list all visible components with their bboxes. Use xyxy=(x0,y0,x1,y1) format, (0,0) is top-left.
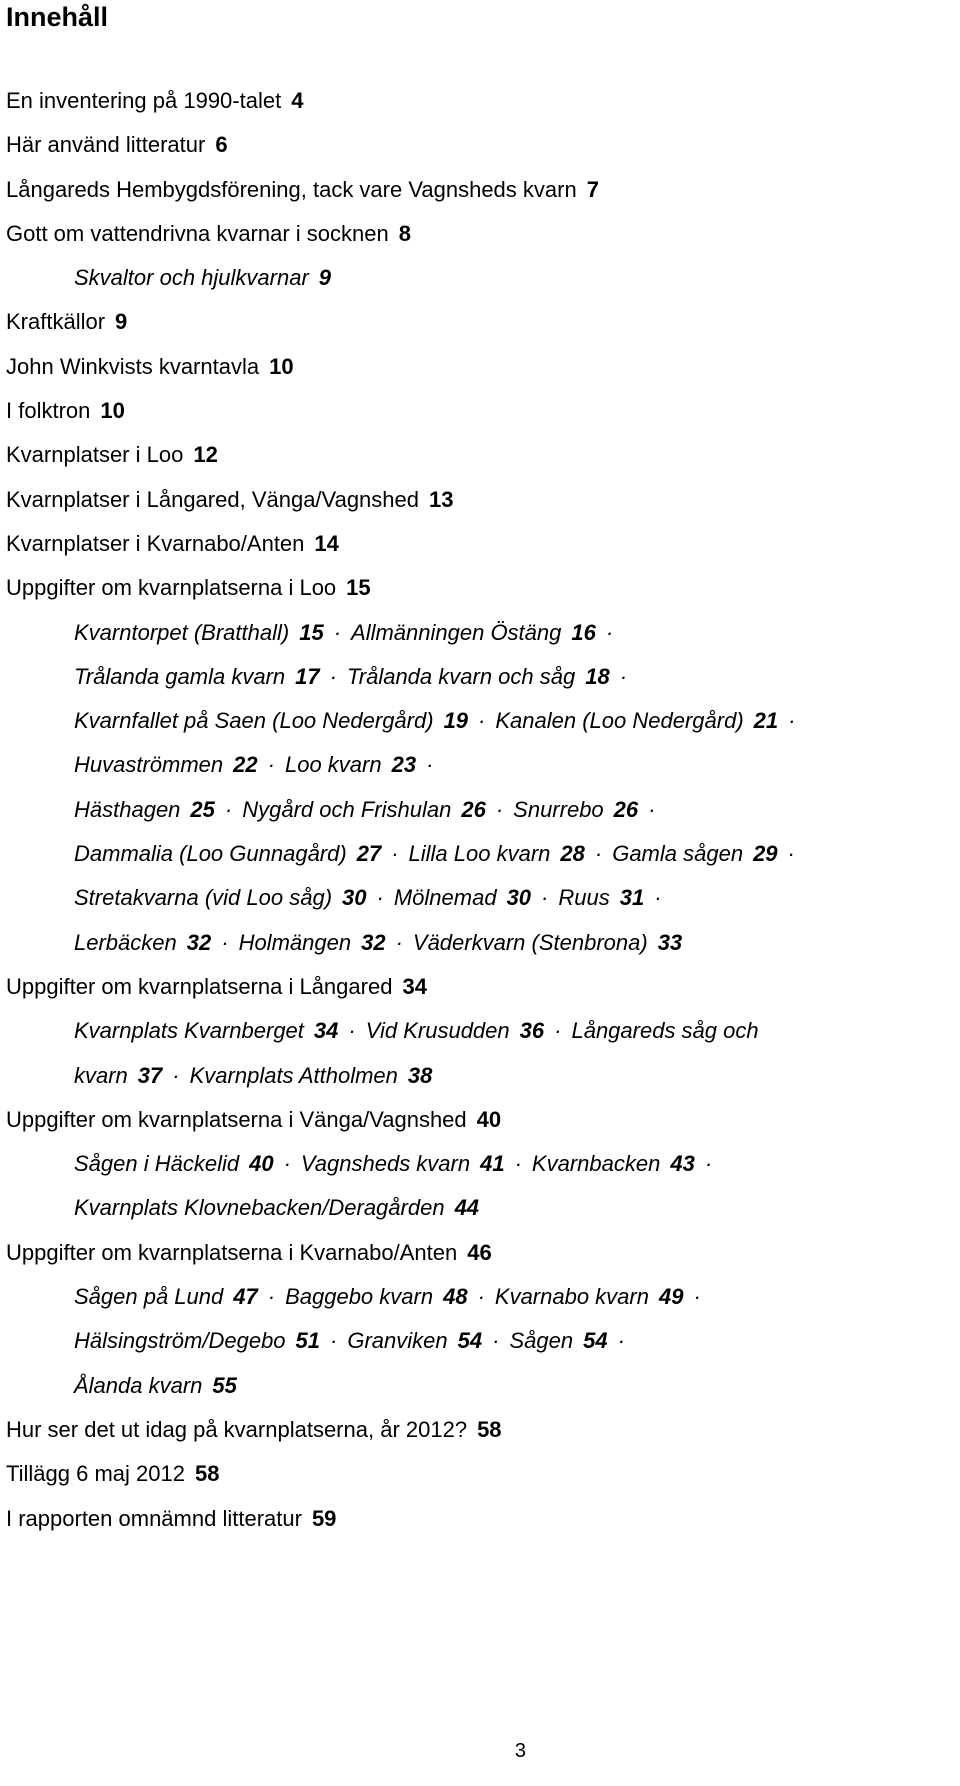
entry-separator: · xyxy=(395,929,403,955)
toc-line xyxy=(6,524,956,568)
toc-entry-page: 13 xyxy=(429,486,454,512)
toc-entry-title: Mölnemad xyxy=(393,885,497,911)
toc-entry-page: 10 xyxy=(269,353,294,379)
toc-entry-page: 7 xyxy=(586,176,599,202)
toc-entry-title: Kvarnplatser i Långared, Vänga/Vagnshed xyxy=(6,486,419,512)
toc-entry-page: 16 xyxy=(571,619,596,645)
entry-separator: · xyxy=(172,1062,180,1088)
entry-separator: · xyxy=(221,929,229,955)
toc-entry-title: Hur ser det ut idag på kvarnplatserna, år 2012? xyxy=(6,1416,468,1442)
toc-entry-title: I folktron xyxy=(6,398,91,424)
toc-line xyxy=(6,258,956,302)
entry-separator: · xyxy=(594,841,603,867)
toc-line xyxy=(6,1454,956,1498)
toc-entry-page: 55 xyxy=(212,1372,237,1398)
toc-entry-title: Kvarnfallet på Saen (Loo Nedergård) xyxy=(74,708,434,734)
toc-entry-title: Kraftkällor xyxy=(6,309,106,335)
toc-entry-page: 43 xyxy=(670,1151,695,1177)
toc-entry-title: Dammalia (Loo Gunnagård) xyxy=(74,841,347,867)
toc-line xyxy=(6,1056,956,1100)
toc-entry-page: 4 xyxy=(291,88,304,113)
toc-entry-title: Gott om vattendrivna kvarnar i socknen xyxy=(6,220,389,246)
toc-entry-title: Vagnsheds kvarn xyxy=(300,1151,471,1177)
entry-separator: · xyxy=(554,1018,562,1044)
entry-separator: · xyxy=(478,708,486,734)
entry-separator: · xyxy=(348,1018,356,1044)
entry-separator: · xyxy=(704,1151,713,1177)
toc-entry-title: En inventering på 1990-talet xyxy=(6,88,282,113)
toc-entry-page: 48 xyxy=(443,1284,468,1310)
toc-entry-title: Granviken xyxy=(347,1328,448,1354)
toc-entry-title: Tillägg 6 maj 2012 xyxy=(6,1461,185,1487)
page-footer xyxy=(0,1740,960,1763)
entry-separator: · xyxy=(224,796,233,822)
toc-line xyxy=(6,480,956,524)
toc-entry-title: Kvarnplatser i Kvarnabo/Anten xyxy=(6,530,305,556)
toc-entry-title: Holmängen xyxy=(238,929,352,955)
toc-entry-title: Stretakvarna (vid Loo såg) xyxy=(74,885,333,911)
toc-entry-title: Vid Krusudden xyxy=(365,1018,510,1044)
toc-entry-title: Baggebo kvarn xyxy=(285,1284,434,1310)
toc-entry-page: 32 xyxy=(186,929,212,955)
toc-line xyxy=(6,790,956,834)
toc-entry-page: 34 xyxy=(402,973,427,999)
toc-line xyxy=(6,1277,956,1321)
toc-entry-title: Allmänningen Östäng xyxy=(351,619,562,645)
page-number: 3 xyxy=(514,1740,526,1762)
toc-line xyxy=(6,657,956,701)
toc-entry-page: 58 xyxy=(194,1461,220,1487)
toc-entry-title: Hälsingström/Degebo xyxy=(74,1328,286,1354)
entry-separator: · xyxy=(267,752,275,778)
toc-line xyxy=(6,391,956,435)
toc-line xyxy=(6,568,956,612)
toc-entry-page: 54 xyxy=(583,1328,608,1354)
toc-entry-page: 10 xyxy=(100,398,125,424)
toc-entry-page: 22 xyxy=(233,752,258,778)
toc-entry-title: I rapporten omnämnd litteratur xyxy=(6,1505,302,1531)
toc-entry-page: 23 xyxy=(391,752,417,778)
entry-separator: · xyxy=(788,708,796,734)
toc-entry-page: 36 xyxy=(519,1018,545,1044)
entry-separator: · xyxy=(654,885,662,911)
toc-entry-page: 37 xyxy=(137,1062,163,1088)
toc-entry-page: 41 xyxy=(480,1151,505,1177)
toc-entry-title: Ålanda kvarn xyxy=(74,1372,203,1398)
toc-entry-page: 54 xyxy=(457,1328,483,1354)
toc-line xyxy=(6,878,956,922)
toc-entry-title: Uppgifter om kvarnplatserna i Långared xyxy=(6,973,393,999)
toc-entry-title: Uppgifter om kvarnplatserna i Loo xyxy=(6,575,337,601)
toc-entry-page: 29 xyxy=(753,841,778,867)
entry-separator: · xyxy=(693,1284,701,1310)
toc-line xyxy=(6,214,956,258)
toc-entry-page: 19 xyxy=(443,708,469,734)
toc-entry-page: 18 xyxy=(585,663,610,689)
toc-entry-title: John Winkvists kvarntavla xyxy=(6,353,260,379)
toc-line xyxy=(6,435,956,479)
entry-separator: · xyxy=(376,885,384,911)
toc-entry-page: 6 xyxy=(215,132,228,158)
toc-entry-title: Snurrebo xyxy=(513,796,604,822)
entry-separator: · xyxy=(617,1328,625,1354)
toc-entry-title: Uppgifter om kvarnplatserna i Vänga/Vagnshed xyxy=(6,1106,467,1132)
toc-line xyxy=(6,302,956,346)
toc-entry-title: Gamla sågen xyxy=(612,841,744,867)
entry-separator: · xyxy=(267,1284,276,1310)
toc-line xyxy=(6,347,956,391)
toc-entry-title: Ruus xyxy=(558,885,610,911)
toc-line xyxy=(6,1366,956,1410)
toc-entry-page: 26 xyxy=(613,796,639,822)
toc-entry-page: 15 xyxy=(346,575,371,601)
toc-entry-page: 12 xyxy=(193,442,218,468)
toc-line xyxy=(6,1233,956,1277)
toc-entry-title: Nygård och Frishulan xyxy=(242,796,452,822)
toc-line xyxy=(6,834,956,878)
toc-entry-page: 40 xyxy=(476,1106,502,1132)
toc-line xyxy=(6,1321,956,1365)
toc-entry-title: Kvarnplats Klovnebacken/Deragården xyxy=(74,1195,445,1221)
toc-entry-page: 27 xyxy=(356,841,382,867)
entry-separator: · xyxy=(477,1284,485,1310)
entry-separator: · xyxy=(329,663,337,689)
toc-entry-page: 31 xyxy=(619,885,645,911)
entry-separator: · xyxy=(605,619,614,645)
toc-entry-page: 30 xyxy=(506,885,532,911)
toc-entry-title: Trålanda gamla kvarn xyxy=(74,663,286,689)
entry-separator: · xyxy=(330,1328,338,1354)
toc-entry-page: 44 xyxy=(454,1195,480,1221)
toc-entry-page: 28 xyxy=(560,841,585,867)
toc-entry-title: Trålanda kvarn och såg xyxy=(346,663,576,689)
entry-separator: · xyxy=(787,841,795,867)
toc-entry-title: Här använd litteratur xyxy=(6,132,206,158)
toc-entry-page: 14 xyxy=(314,530,339,556)
entry-separator: · xyxy=(426,752,434,778)
toc-entry-page: 25 xyxy=(190,796,215,822)
toc-entry-title: Kvarnabo kvarn xyxy=(494,1284,649,1310)
toc-entry-page: 15 xyxy=(299,619,324,645)
toc-entry-page: 26 xyxy=(461,796,486,822)
toc-entry-page: 9 xyxy=(318,265,332,291)
entry-separator: · xyxy=(495,796,504,822)
toc-entry-title: Loo kvarn xyxy=(284,752,382,778)
toc-line xyxy=(6,745,956,789)
toc-entry-title: Skvaltor och hjulkvarnar xyxy=(74,265,309,291)
toc-line xyxy=(6,1410,956,1454)
toc-entry-page: 49 xyxy=(658,1284,684,1310)
toc-entry-page: 40 xyxy=(249,1151,274,1177)
toc-entry-title: Långareds Hembygdsförening, tack vare Vagnsheds kvarn xyxy=(6,176,577,202)
toc-line xyxy=(6,1011,956,1055)
toc-entry-page: 32 xyxy=(361,929,386,955)
toc-entry-page: 17 xyxy=(295,663,320,689)
toc-entry-page: 30 xyxy=(342,885,367,911)
toc-entry-title: Kvarnbacken xyxy=(531,1151,661,1177)
toc-entry-title: Uppgifter om kvarnplatserna i Kvarnabo/Anten xyxy=(6,1239,458,1265)
toc-entry-page: 59 xyxy=(311,1505,337,1531)
toc-entry-page: 51 xyxy=(295,1328,321,1354)
toc-line xyxy=(6,1100,956,1144)
toc-entry-page: 46 xyxy=(467,1239,492,1265)
toc-line xyxy=(6,170,956,214)
toc-line xyxy=(6,613,956,657)
toc-entry-title: Sågen i Häckelid xyxy=(74,1151,240,1177)
toc-entry-title: Kvarnplats Kvarnberget xyxy=(74,1018,304,1044)
toc-entry-title: Sågen xyxy=(509,1328,574,1354)
toc-entry-title: Huvaströmmen xyxy=(74,752,224,778)
entry-separator: · xyxy=(514,1151,522,1177)
toc-line xyxy=(6,81,956,125)
toc-entry-page: 38 xyxy=(407,1062,433,1088)
entry-separator: · xyxy=(333,619,342,645)
toc-entry-page: 9 xyxy=(115,309,128,335)
entry-separator: · xyxy=(541,885,549,911)
entry-separator: · xyxy=(648,796,656,822)
toc-entry-title: Kvarnplats Attholmen xyxy=(189,1062,398,1088)
toc-entry-page: 8 xyxy=(398,220,411,246)
toc-line xyxy=(6,125,956,169)
toc-entry-title: Hästhagen xyxy=(74,796,181,822)
table-of-contents xyxy=(6,81,956,1543)
toc-entry-page: 47 xyxy=(233,1284,258,1310)
toc-line xyxy=(6,1499,956,1543)
toc-entry-page: 58 xyxy=(477,1416,502,1442)
toc-entry-title: Sågen på Lund xyxy=(74,1284,224,1310)
toc-entry-title: Väderkvarn (Stenbrona) xyxy=(412,929,648,955)
toc-entry-page: 21 xyxy=(753,708,779,734)
toc-line xyxy=(6,1144,956,1188)
entry-separator: · xyxy=(283,1151,291,1177)
toc-line xyxy=(6,967,956,1011)
toc-entry-title: Långareds såg och xyxy=(571,1018,759,1044)
toc-entry-page: 33 xyxy=(657,929,683,955)
toc-entry-title: Kvarnplatser i Loo xyxy=(6,442,184,468)
toc-line xyxy=(6,701,956,745)
toc-entry-title: Kvarntorpet (Bratthall) xyxy=(74,619,290,645)
toc-entry-title: Lerbäcken xyxy=(74,929,177,955)
toc-heading: Innehåll xyxy=(6,2,109,32)
entry-separator: · xyxy=(619,663,628,689)
toc-entry-title: Kanalen (Loo Nedergård) xyxy=(495,708,744,734)
entry-separator: · xyxy=(391,841,399,867)
toc-line xyxy=(6,923,956,967)
toc-line xyxy=(6,1188,956,1232)
toc-entry-page: 34 xyxy=(313,1018,339,1044)
entry-separator: · xyxy=(492,1328,500,1354)
toc-entry-title: kvarn xyxy=(74,1062,128,1088)
toc-entry-title: Lilla Loo kvarn xyxy=(408,841,551,867)
